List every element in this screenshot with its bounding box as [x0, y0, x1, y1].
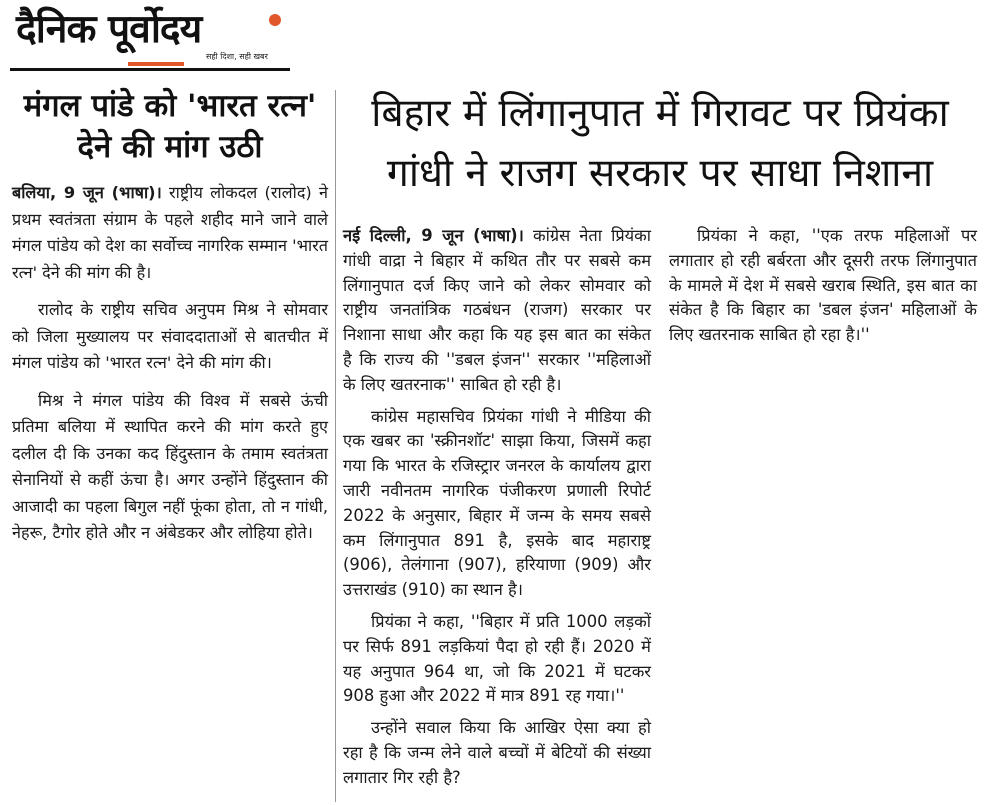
- left-article-dateline: बलिया, 9 जून (भाषा)।: [12, 183, 162, 202]
- main-article-paragraph: प्रियंका ने कहा, ''एक तरफ महिलाओं पर लगातार हो रही बर्बरता और दूसरी तरफ लिंगानुपात के मामले में देश में सबसे खराब स्थिति, इस बात का संकेत है कि बिहार का 'डबल इंजन' महिलाओं के लिए खतरनाक साबित हो रहा है।'': [669, 226, 977, 345]
- left-article-paragraph: रालोद के राष्ट्रीय सचिव अनुपम मिश्र ने सोमवार को जिला मुख्यालय पर संवाददाताओं से बातचीत में मंगल पांडेय को 'भारत रत्न' देने की मांग की।: [12, 300, 328, 372]
- main-article-paragraph: कांग्रेस महासचिव प्रियंका गांधी ने मीडिया की एक खबर का 'स्क्रीनशॉट' साझा किया, जिसमें कहा गया कि भारत के रजिस्ट्रार जनरल के कार्यालय द्वारा जारी नवीनतम नागरिक पंजीकरण प्रणाली रिपोर्ट 2022 के अनुसार, बिहार में जन्म के समय सबसे कम लिंगानुपात 891 है, इसके बाद महाराष्ट्र (906), तेलंगाना (907), हरियाणा (909) और उत्तराखंड (910) का स्थान है।: [343, 406, 651, 600]
- left-article-paragraph: बलिया, 9 जून (भाषा)। राष्ट्रीय लोकदल (रालोद) ने प्रथम स्वतंत्रता संग्राम के पहले शहीद माने जाने वाले मंगल पांडेय को देश का सर्वोच्च नागरिक सम्मान 'भारत रत्न' देने की मांग की है।: [12, 183, 328, 282]
- logo-accent-line: [128, 62, 184, 66]
- masthead: [10, 4, 290, 72]
- left-article-paragraph: मिश्र ने मंगल पांडेय की विश्व में सबसे ऊंची प्रतिमा बलिया में स्थापित करने की मांग करते हुए दलील दी कि उनका कद हिंदुस्तान के तमाम स्वतंत्रता सेनानियों से कहीं ऊंचा है। अगर उन्होंने हिंदुस्तान की आजादी का पहला बिगुल नहीं फूंका होता, तो न गांधी, नेहरू, टैगोर होते और न अंबेडकर और लोहिया होते।: [12, 390, 328, 542]
- left-article-body: [12, 180, 328, 547]
- left-article: [12, 86, 328, 802]
- main-article-dateline: नई दिल्ली, 9 जून (भाषा)।: [343, 226, 524, 245]
- masthead-rule: [10, 68, 290, 71]
- main-article-paragraph: प्रियंका ने कहा, ''बिहार में प्रति 1000 लड़कों पर सिर्फ 891 लड़कियां पैदा हो रही हैं। 2020 में यह अनुपात 964 था, जो कि 2021 में घटकर 908 हुआ और 2022 में मात्र 891 रह गया।'': [343, 611, 651, 706]
- main-article-paragraph: उन्होंने सवाल किया कि आखिर ऐसा क्या हो रहा है कि जन्म लेने वाले बच्चों में बेटियों की संख्या लगातार गिर रही है?: [343, 718, 651, 787]
- logo-dot-icon: [269, 14, 281, 26]
- newspaper-logo: दैनिक पूर्वोदय: [16, 7, 202, 52]
- column-divider: [335, 90, 336, 802]
- main-article-headline: बिहार में लिंगानुपात में गिरावट पर प्रियंका गांधी ने राजग सरकार पर साधा निशाना: [371, 91, 949, 196]
- main-article-paragraph: नई दिल्ली, 9 जून (भाषा)। कांग्रेस नेता प्रियंका गांधी वाद्रा ने बिहार में कथित तौर पर सबसे कम लिंगानुपात दर्ज किए जाने को लेकर सोमवार को राष्ट्रीय जनतांत्रिक गठबंधन (राजग) सरकार पर निशाना साधा और कहा कि यह इस बात का संकेत है कि राज्य की ''डबल इंजन'' सरकार ''महिलाओं के लिए खतरनाक'' साबित हो रही है।: [343, 226, 651, 394]
- main-article-body: [343, 224, 977, 804]
- left-article-headline: मंगल पांडे को 'भारत रत्न' देने की मांग उठी: [23, 88, 317, 165]
- logo-tagline: सही दिशा, सही खबर: [206, 52, 268, 61]
